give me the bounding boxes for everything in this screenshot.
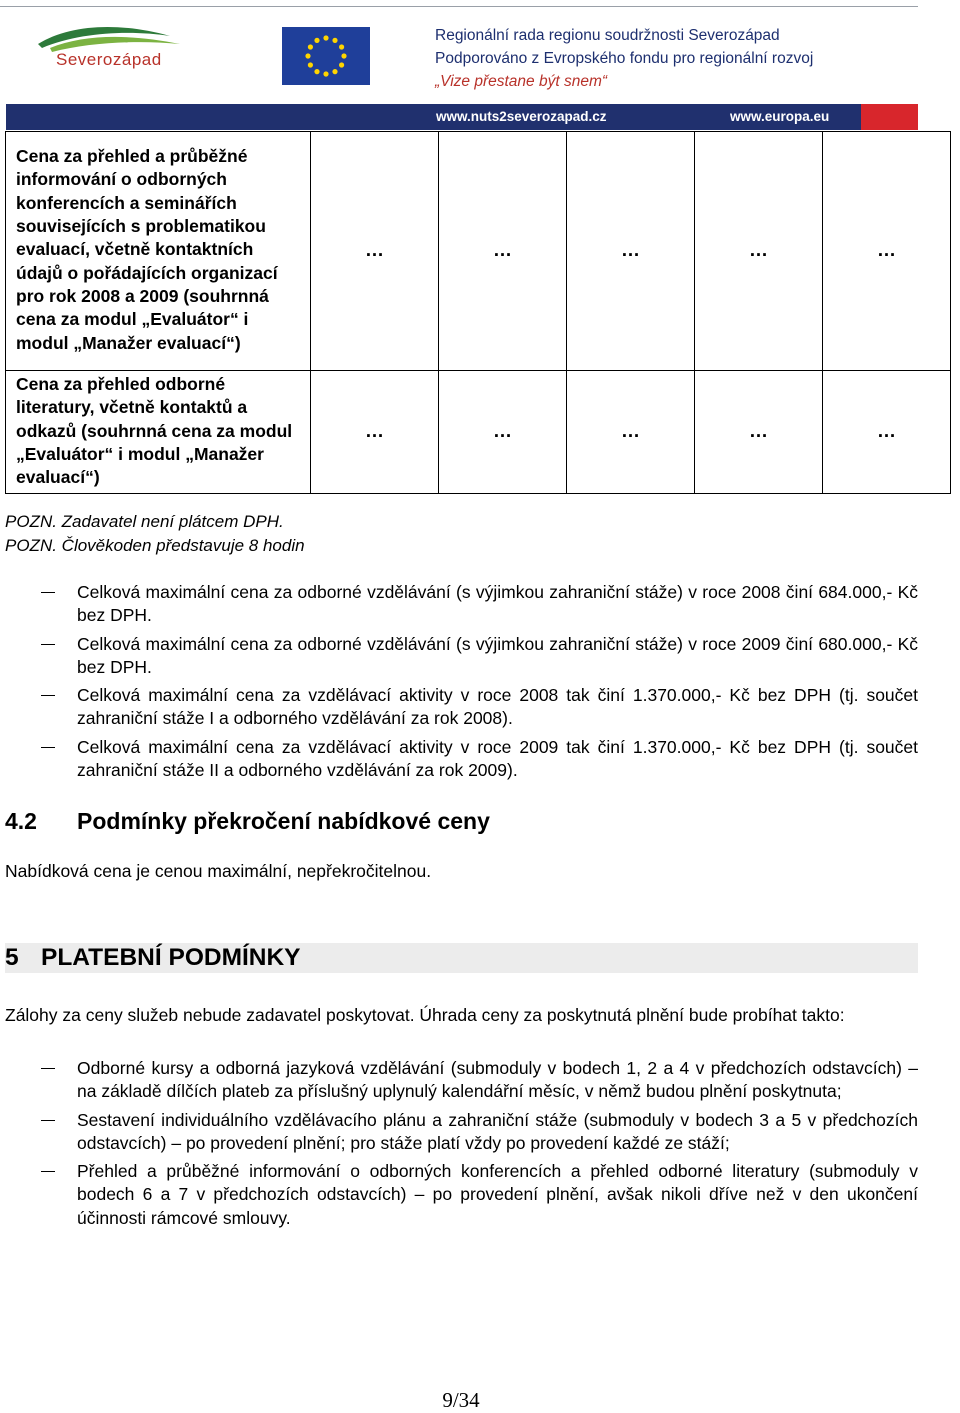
- header-url-bar: [6, 104, 918, 130]
- list-item-text: Celková maximální cena za vzdělávací aktivity v roce 2008 tak činí 1.370.000,- Kč bez DPH (tj. součet zahraniční stáže I a odborného vzdělávání za rok 2008).: [77, 685, 918, 729]
- price-cell: …: [695, 132, 823, 371]
- price-cell: …: [567, 371, 695, 494]
- eu-star-icon: [314, 38, 319, 43]
- dash-bullet-icon: [41, 1171, 55, 1172]
- eu-star-icon: [314, 69, 319, 74]
- heading-4-2: [5, 808, 490, 835]
- eu-star-icon: [339, 44, 344, 49]
- row-label: Cena za přehled a průběžné informování o odborných konferencích a seminářích souvisejících s problematikou evaluací, včetně kontaktních údajů o pořádajících organizací pro rok 2008 a 2009 (souhrnná cena za modul „Evaluátor“ i modul „Manažer evaluací“): [6, 132, 311, 371]
- eu-star-icon: [332, 69, 337, 74]
- eu-star-icon: [305, 53, 310, 58]
- list-item-text: Odborné kursy a odborná jazyková vzdělávání (submoduly v bodech 1, 2 a 4 v předchozích odstavcích) – na základě dílčích plateb za příslušný uplynulý kalendářní měsíc, v němž budou plnění poskytnuta;: [77, 1058, 918, 1102]
- list-item: [5, 1109, 918, 1156]
- eu-star-icon: [323, 35, 328, 40]
- dash-bullet-icon: [41, 695, 55, 696]
- url-europa[interactable]: www.europa.eu: [730, 109, 830, 124]
- header-line-fund: Podporováno z Evropského fondu pro regionální rozvoj: [435, 50, 814, 67]
- list-item: [5, 1160, 918, 1230]
- heading-5: [5, 943, 918, 973]
- price-cell: …: [439, 132, 567, 371]
- row-label: Cena za přehled odborné literatury, včetně kontaktů a odkazů (souhrnná cena za modul „Evaluátor“ i modul „Manažer evaluací“): [6, 371, 311, 494]
- eu-flag-icon: [282, 27, 370, 85]
- price-cell: …: [823, 132, 951, 371]
- table-row: [6, 132, 951, 371]
- dash-bullet-icon: [41, 1120, 55, 1121]
- url-nuts2[interactable]: www.nuts2severozapad.cz: [436, 109, 607, 124]
- price-table: [5, 131, 951, 494]
- dash-bullet-icon: [41, 592, 55, 593]
- list-item: [5, 581, 918, 628]
- header-motto: „Vize přestane být snem“: [435, 73, 608, 90]
- heading-title: Podmínky překročení nabídkové ceny: [77, 808, 490, 834]
- dash-bullet-icon: [41, 747, 55, 748]
- list-item: [5, 684, 918, 731]
- note-manday: POZN. Člověkoden představuje 8 hodin: [5, 536, 305, 555]
- eu-star-icon: [341, 53, 346, 58]
- header-text-block: [435, 24, 813, 93]
- list-item-text: Přehled a průběžné informování o odborných konferencích a přehled odborné literatury (submoduly v bodech 6 a 7 v předchozích odstavcích) – po provedení plnění, avšak nikoli dříve než v den ukončení účinnosti rámcové smlouvy.: [77, 1161, 918, 1228]
- price-cell: …: [567, 132, 695, 371]
- price-cell: …: [311, 371, 439, 494]
- eu-star-icon: [332, 38, 337, 43]
- heading-number: 4.2: [5, 808, 37, 834]
- dash-bullet-icon: [41, 644, 55, 645]
- totals-list: [5, 581, 918, 787]
- eu-star-icon: [323, 71, 328, 76]
- list-item-text: Celková maximální cena za odborné vzdělávání (s výjimkou zahraniční stáže) v roce 2008 činí 684.000,- Kč bez DPH.: [77, 582, 918, 626]
- price-cell: …: [823, 371, 951, 494]
- eu-star-icon: [339, 62, 344, 67]
- header-bar-red-block: [861, 104, 918, 130]
- eu-star-icon: [308, 62, 313, 67]
- header-rule: [0, 6, 918, 7]
- paragraph-max-price: Nabídková cena je cenou maximální, nepřekročitelnou.: [5, 861, 432, 881]
- page-number: 9/34: [442, 1388, 480, 1412]
- list-item: [5, 736, 918, 783]
- heading-number: 5: [5, 944, 19, 971]
- price-cell: …: [695, 371, 823, 494]
- dash-bullet-icon: [41, 1068, 55, 1069]
- list-item-text: Celková maximální cena za vzdělávací aktivity v roce 2009 tak činí 1.370.000,- Kč bez DPH (tj. součet zahraniční stáže II a odborného vzdělávání za rok 2009).: [77, 736, 918, 781]
- price-cell: …: [439, 371, 567, 494]
- note-vat: POZN. Zadavatel není plátcem DPH.: [5, 512, 284, 531]
- payment-list: [5, 1057, 918, 1235]
- list-item: [5, 1057, 918, 1104]
- paragraph-payment-intro: Zálohy za ceny služeb nebude zadavatel poskytovat. Úhrada ceny za poskytnutá plnění bude probíhat takto:: [5, 1005, 845, 1025]
- list-item: [5, 633, 918, 680]
- heading-title: PLATEBNÍ PODMÍNKY: [41, 944, 301, 971]
- table-row: [6, 371, 951, 494]
- eu-star-icon: [308, 44, 313, 49]
- header-line-council: Regionální rada regionu soudržnosti Severozápad: [435, 27, 780, 44]
- severozapad-logo: [30, 22, 190, 82]
- list-item-text: Celková maximální cena za odborné vzdělávání (s výjimkou zahraniční stáže) v roce 2009 činí 680.000,- Kč bez DPH.: [77, 633, 918, 677]
- logo-text: Severozápad: [56, 50, 162, 69]
- price-cell: …: [311, 132, 439, 371]
- list-item-text: Sestavení individuálního vzdělávacího plánu a zahraniční stáže (submoduly v bodech 3 a 5 v předchozích odstavcích) – po provedení plnění; pro stáže platí vždy po provedení každé ze stáží;: [77, 1109, 918, 1153]
